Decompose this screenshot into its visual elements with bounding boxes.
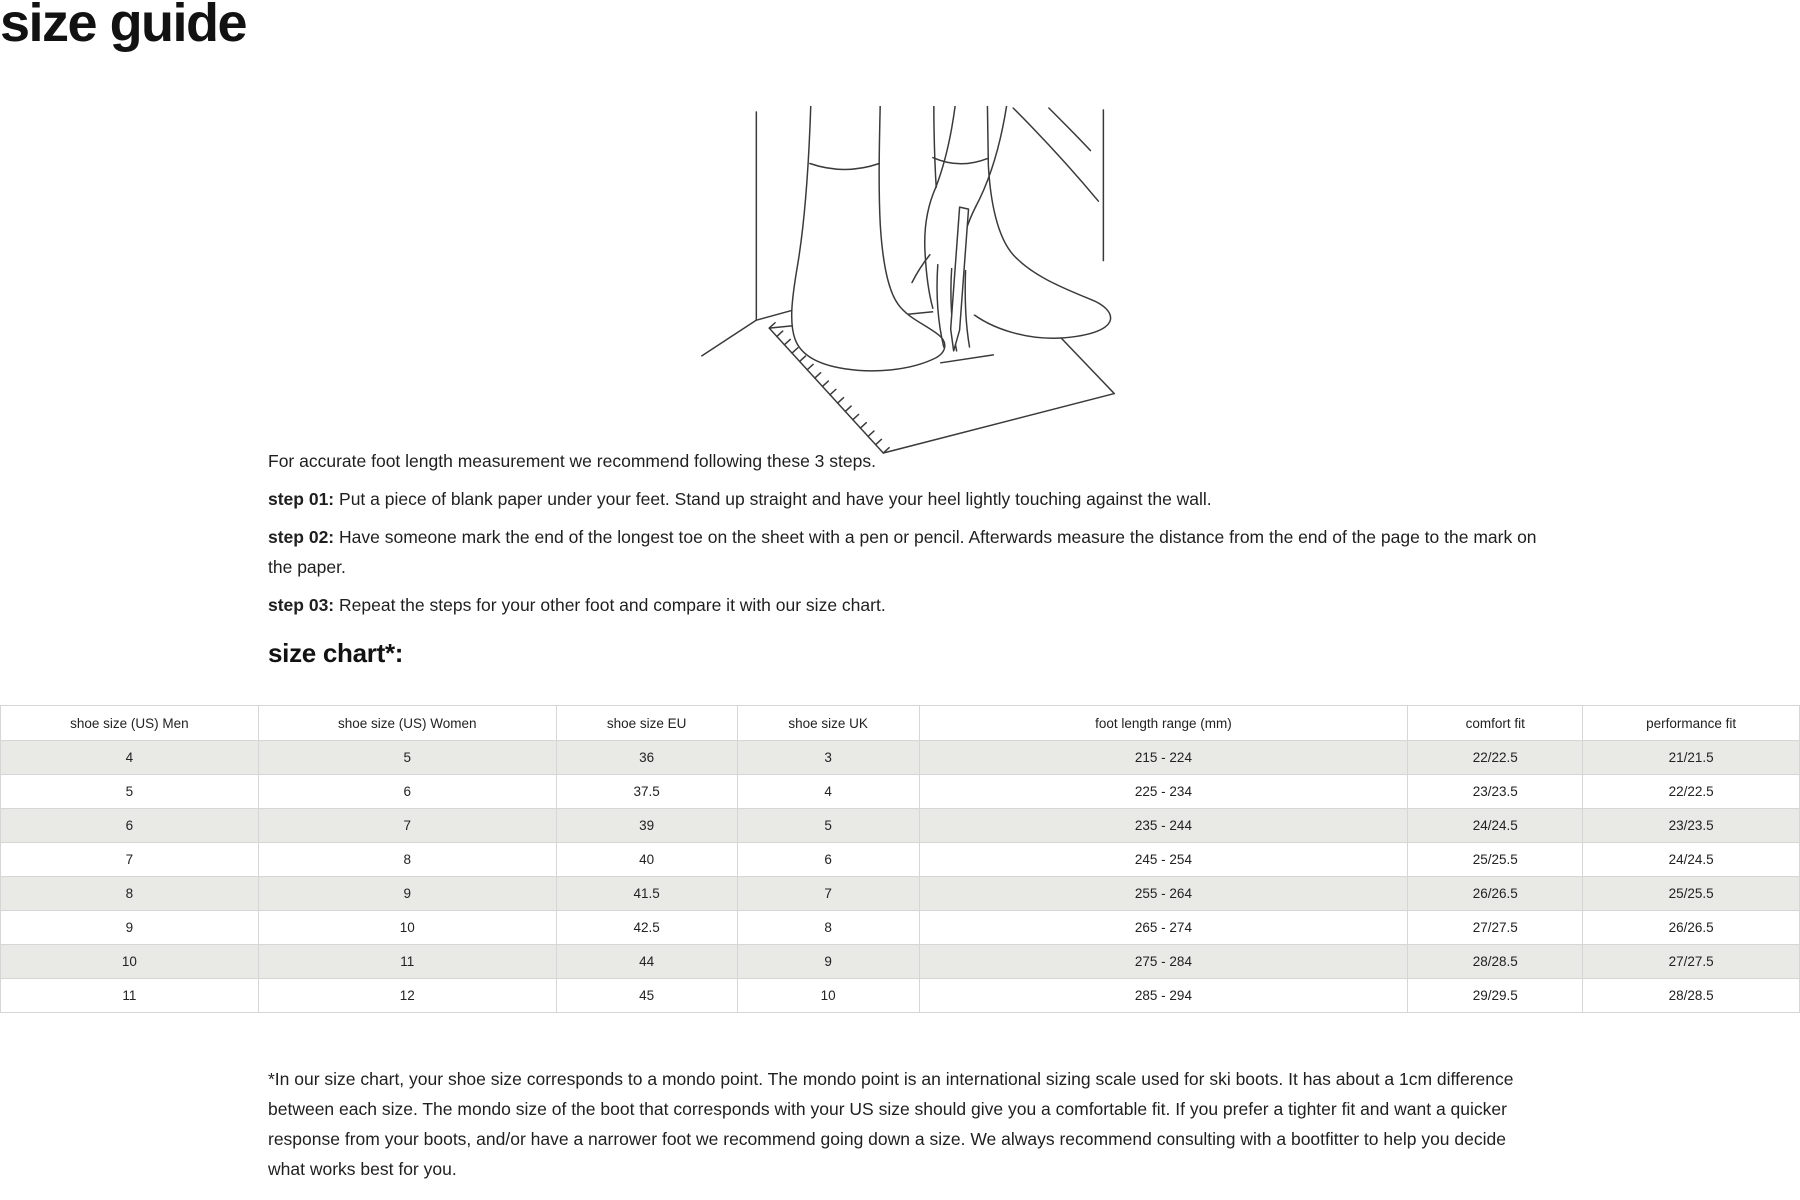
size-chart-table (0, 705, 1800, 1013)
header-cell: shoe size UK (737, 706, 919, 741)
step-03-label: step 03: (268, 595, 335, 615)
table-cell: 7 (1, 843, 259, 877)
foot-measurement-illustration (698, 106, 1128, 458)
header-cell: performance fit (1583, 706, 1800, 741)
table-cell: 235 - 244 (919, 809, 1408, 843)
table-cell: 10 (258, 911, 556, 945)
table-cell: 10 (1, 945, 259, 979)
table-row (1, 945, 1800, 979)
size-chart-header-row (1, 706, 1800, 741)
step-02-text: Have someone mark the end of the longest toe on the sheet with a pen or pencil. Afterwards measure the distance from the end of the page to the mark on the paper. (268, 527, 1537, 577)
table-cell: 285 - 294 (919, 979, 1408, 1013)
size-chart-body (1, 741, 1800, 1013)
table-cell: 24/24.5 (1408, 809, 1583, 843)
mondo-point-footnote: *In our size chart, your shoe size corresponds to a mondo point. The mondo point is an international sizing scale used for ski boots. It has about a 1cm difference between each size. The mondo size of the boot that corresponds with your US size should give you a comfortable fit. If you prefer a tighter fit and want a quicker response from your boots, and/or have a narrower foot we recommend going down a size. We always recommend consulting with a bootfitter to help you decide what works best for you. (268, 1069, 1514, 1179)
table-cell: 8 (737, 911, 919, 945)
table-cell: 26/26.5 (1408, 877, 1583, 911)
table-cell: 37.5 (556, 775, 737, 809)
table-cell: 8 (258, 843, 556, 877)
table-cell: 215 - 224 (919, 741, 1408, 775)
table-cell: 25/25.5 (1583, 877, 1800, 911)
table-cell: 23/23.5 (1408, 775, 1583, 809)
table-cell: 4 (1, 741, 259, 775)
header-cell: shoe size EU (556, 706, 737, 741)
page-title: size guide (0, 0, 247, 53)
size-chart-heading: size chart*: (268, 638, 404, 668)
table-row (1, 843, 1800, 877)
table-cell: 5 (1, 775, 259, 809)
table-row (1, 775, 1800, 809)
table-cell: 11 (1, 979, 259, 1013)
table-cell: 28/28.5 (1583, 979, 1800, 1013)
table-cell: 245 - 254 (919, 843, 1408, 877)
table-cell: 9 (258, 877, 556, 911)
table-row (1, 809, 1800, 843)
table-cell: 45 (556, 979, 737, 1013)
table-cell: 10 (737, 979, 919, 1013)
table-cell: 29/29.5 (1408, 979, 1583, 1013)
measurement-instructions (268, 446, 1538, 628)
table-cell: 265 - 274 (919, 911, 1408, 945)
table-cell: 22/22.5 (1408, 741, 1583, 775)
table-cell: 12 (258, 979, 556, 1013)
table-row (1, 877, 1800, 911)
table-cell: 23/23.5 (1583, 809, 1800, 843)
table-cell: 5 (737, 809, 919, 843)
table-row (1, 979, 1800, 1013)
table-cell: 3 (737, 741, 919, 775)
step-01-text: Put a piece of blank paper under your feet. Stand up straight and have your heel lightly touching against the wall. (339, 489, 1212, 509)
table-cell: 7 (258, 809, 556, 843)
table-cell: 22/22.5 (1583, 775, 1800, 809)
table-cell: 11 (258, 945, 556, 979)
step-02-label: step 02: (268, 527, 335, 547)
table-cell: 6 (258, 775, 556, 809)
table-cell: 255 - 264 (919, 877, 1408, 911)
step-01-label: step 01: (268, 489, 335, 509)
table-cell: 42.5 (556, 911, 737, 945)
table-cell: 6 (737, 843, 919, 877)
table-cell: 39 (556, 809, 737, 843)
table-cell: 25/25.5 (1408, 843, 1583, 877)
table-row (1, 911, 1800, 945)
table-cell: 44 (556, 945, 737, 979)
table-cell: 9 (737, 945, 919, 979)
table-cell: 21/21.5 (1583, 741, 1800, 775)
header-cell: shoe size (US) Women (258, 706, 556, 741)
table-cell: 27/27.5 (1408, 911, 1583, 945)
header-cell: foot length range (mm) (919, 706, 1408, 741)
step-item-02 (268, 522, 1538, 582)
step-item-01 (268, 484, 1538, 514)
table-cell: 26/26.5 (1583, 911, 1800, 945)
table-cell: 4 (737, 775, 919, 809)
header-cell: shoe size (US) Men (1, 706, 259, 741)
table-cell: 5 (258, 741, 556, 775)
table-cell: 40 (556, 843, 737, 877)
table-cell: 8 (1, 877, 259, 911)
header-cell: comfort fit (1408, 706, 1583, 741)
table-cell: 6 (1, 809, 259, 843)
measuring-feet-line-drawing-icon (698, 106, 1128, 458)
table-cell: 41.5 (556, 877, 737, 911)
table-row (1, 741, 1800, 775)
table-cell: 36 (556, 741, 737, 775)
table-cell: 24/24.5 (1583, 843, 1800, 877)
instructions-intro: For accurate foot length measurement we recommend following these 3 steps. (268, 451, 876, 471)
table-cell: 7 (737, 877, 919, 911)
table-cell: 9 (1, 911, 259, 945)
table-cell: 28/28.5 (1408, 945, 1583, 979)
table-cell: 275 - 284 (919, 945, 1408, 979)
step-item-03 (268, 590, 1538, 620)
table-cell: 27/27.5 (1583, 945, 1800, 979)
table-cell: 225 - 234 (919, 775, 1408, 809)
step-03-text: Repeat the steps for your other foot and compare it with our size chart. (339, 595, 886, 615)
